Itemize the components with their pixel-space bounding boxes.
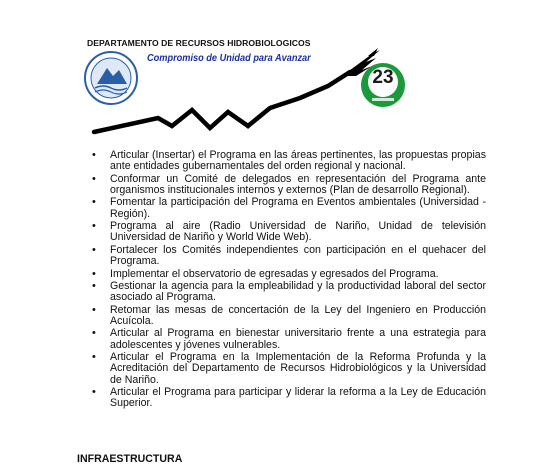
section-heading: INFRAESTRUCTURA [77,453,183,465]
list-item: • Implementar el observatorio de egresadas y egresados del Programa. [110,269,486,280]
list-item: • Articular al Programa en bienestar universitario frente a una estrategia para adolescentes y jóvenes vulnerables. [110,328,486,350]
badge-number: 23 [372,67,394,88]
list-item: • Programa al aire (Radio Universidad de Nariño, Unidad de televisión Universidad de Nariño y World Wide Web). [110,221,486,243]
department-title: DEPARTAMENTO DE RECURSOS HIDROBIOLOGICOS [87,38,311,48]
department-seal-icon [83,50,139,106]
list-item: • Retomar las mesas de concertación de la Ley del Ingeniero en Producción Acuícola. [110,305,486,327]
list-item: • Conformar un Comité de delegados en representación del Programa ante organismos institucionales internos y externos (Plan de desarrollo Regional). [110,174,486,196]
action-list [82,150,486,411]
list-item: • Gestionar la agencia para la empleabilidad y la productividad laboral del sector asociado al Programa. [110,281,486,303]
slogan: Compromiso de Unidad para Avanzar [147,53,311,64]
list-item: • Articular el Programa para participar y liderar la reforma a la Ley de Educación Superior. [110,387,486,409]
list-item: • Articular (Insertar) el Programa en las áreas pertinentes, las propuestas propias ante entidades gubernamentales del orden regional y nacional. [110,150,486,172]
list-item: • Fortalecer los Comités independientes con participación en el quehacer del Programa. [110,245,486,267]
list-item: • Fomentar la participación del Programa en Eventos ambientales (Universidad - Región). [110,197,486,219]
list-item: • Articular el Programa en la Implementación de la Reforma Profunda y la Acreditación del Departamento de Recursos Hidrobiológicos y la Universidad de Nariño. [110,352,486,386]
